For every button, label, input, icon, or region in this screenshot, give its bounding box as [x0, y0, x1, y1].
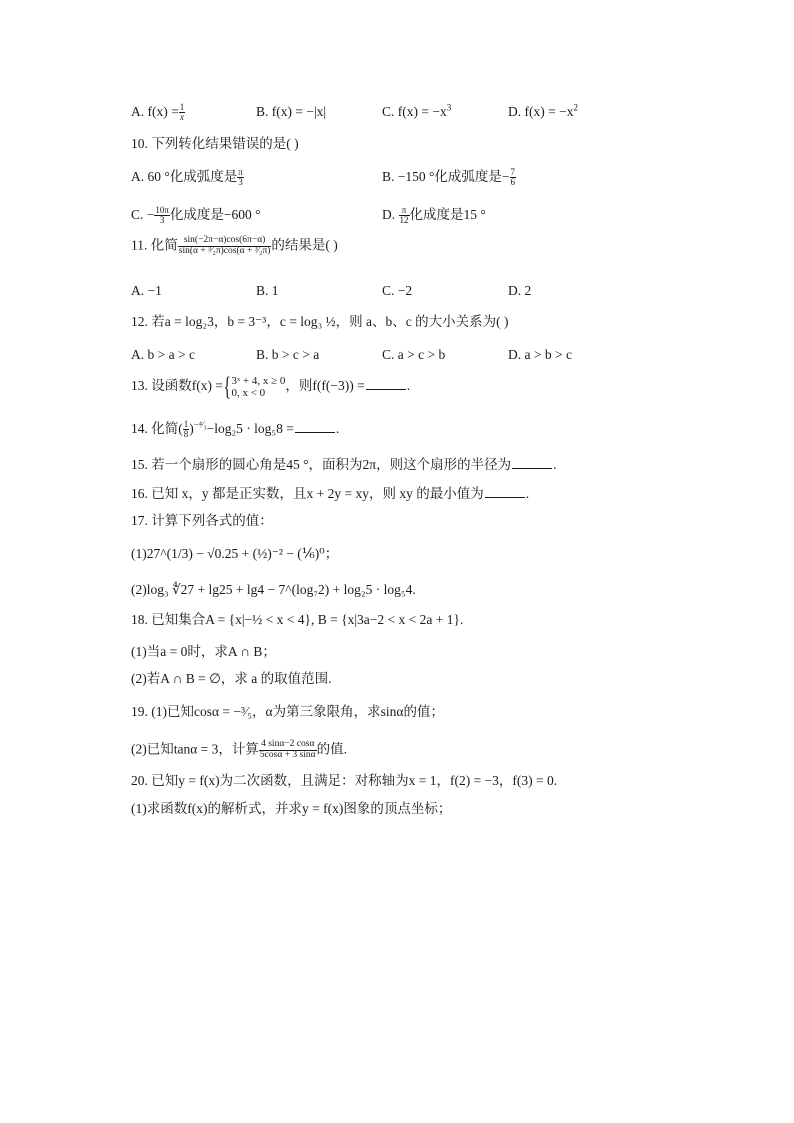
q18-part-2: (2)若A ∩ B = ∅，求 a 的取值范围. — [131, 671, 332, 686]
q17-part-1: (1)27^(1/3) − √0.25 + (½)⁻² − (⅙)⁰； — [131, 546, 339, 561]
answer-blank[interactable] — [512, 467, 552, 469]
q10-option-c: C. − $\frac{10\pi}{3}$ 化成度是−600 ° — [131, 204, 261, 226]
q16-stem: 16. 已知 x，y 都是正实数，且x + 2y = xy，则 xy 的最小值为 . — [131, 486, 530, 501]
q19-part-2: (2)已知tanα = 3，计算 $\frac{4 \sin\alpha-2 \cos\alpha}{5\cos\alpha + 3 \sin\alpha}$ 的值. — [131, 739, 347, 760]
q9-option-c: C. $f(x) = -x^3$ — [382, 102, 452, 119]
q17-stem: 17. 计算下列各式的值： — [131, 513, 273, 528]
q12-option-a: A. b > a > c — [131, 347, 195, 362]
q11-option-d: D. 2 — [508, 283, 532, 298]
q17-part-2: (2)log₃ ∜27 + lg25 + lg4 − 7^(log₇2) + log₂5 · log₅4. — [131, 582, 416, 597]
q9-option-d: D. $f(x) = -x^2$ — [508, 102, 578, 119]
q18-part-1: (1)当a = 0时，求A ∩ B； — [131, 644, 276, 659]
q11-option-c: C. −2 — [382, 283, 413, 298]
q12-option-d: D. a > b > c — [508, 347, 572, 362]
q10-stem: 10. 下列转化结果错误的是( ) — [131, 136, 299, 151]
q19-part-1: 19. (1)已知cosα = −³⁄₅，α为第三象限角，求sinα的值； — [131, 704, 444, 719]
q12-stem: 12. 若a = log₂3，b = 3⁻³，c = log₃ ½，则 a、b、c 的大小关系为( ) — [131, 314, 509, 329]
q11-stem: 11. 化简 $\frac{\sin(-2\pi-\alpha)\cos(6\pi-\alpha)}{\text{sin(α + ³⁄₂π)cos(α + ³⁄₂π)}}$ 的结果是( ) — [131, 235, 338, 256]
q15-stem: 15. 若一个扇形的圆心角是45 °，面积为2π，则这个扇形的半径为 . — [131, 457, 557, 472]
q11-option-a: A. −1 — [131, 283, 162, 298]
q9-option-a: A. f(x) = $\frac{1}{x}$ — [131, 102, 185, 123]
q12-option-b: B. b > c > a — [256, 347, 320, 362]
q20-part-1: (1)求函数f(x)的解析式，并求y = f(x)图象的顶点坐标； — [131, 801, 452, 816]
q10-option-d: D. $\frac{\pi}{12}$ 化成度是15 ° — [382, 204, 486, 226]
q18-stem: 18. 已知集合A = {x|−½ < x < 4}, B = {x|3a−2 < x < 2a + 1}. — [131, 612, 464, 627]
q10-option-a: A. 60 °化成弧度是 $\frac{\pi}{3}$ — [131, 166, 243, 188]
q10-option-b: B. −150 °化成弧度是− $\frac{7}{6}$ — [382, 166, 516, 188]
q11-option-b: B. 1 — [256, 283, 279, 298]
answer-blank[interactable] — [485, 496, 525, 498]
answer-blank[interactable] — [295, 431, 335, 433]
q14-stem: 14. 化简( $\frac{1}{8}$ )$^{-^4⁄_3}$−log₂5 · log₅8 = . — [131, 419, 340, 440]
q9-option-b: B. f(x) = −|x| — [256, 104, 327, 119]
q12-option-c: C. a > c > b — [382, 347, 446, 362]
q20-stem: 20. 已知y = f(x)为二次函数，且满足：对称轴为x = 1，f(2) = −3，f(3) = 0. — [131, 773, 558, 788]
answer-blank[interactable] — [366, 388, 406, 390]
q13-stem: 13. 设函数f(x) ={ 3ˣ + 4, x ≥ 0 0, x < 0 ，则f(f(−3)) = . — [131, 372, 411, 401]
